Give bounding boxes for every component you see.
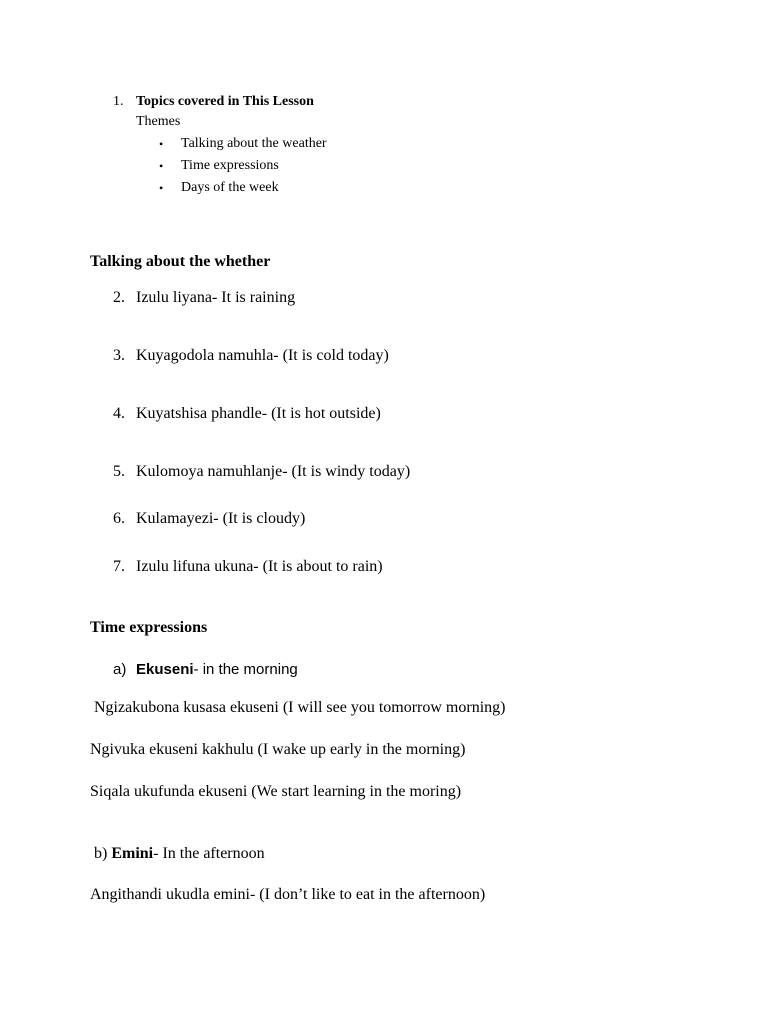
item-text xyxy=(136,558,383,576)
item-word: Kuyatshisa phandle- xyxy=(136,405,268,422)
topics-heading: Topics covered in This Lesson xyxy=(136,94,314,109)
item-text xyxy=(136,510,305,528)
weather-heading: Talking about the whether xyxy=(90,253,271,270)
item-number: 4. xyxy=(113,405,125,422)
time-heading: Time expressions xyxy=(90,619,208,636)
item-number: 2. xyxy=(113,289,125,306)
item-number: 3. xyxy=(113,347,125,364)
item-translation: (It is cloudy) xyxy=(218,510,306,527)
item-text xyxy=(136,405,381,423)
topics-subheading: Themes xyxy=(136,114,181,129)
item-text xyxy=(136,463,410,481)
topic-item: Talking about the weather xyxy=(181,136,327,151)
time-a-word: Ekuseni xyxy=(136,661,194,678)
time-b-label: b) xyxy=(94,845,108,862)
item-word: Izulu lifuna ukuna- xyxy=(136,558,259,575)
topic-item: Time expressions xyxy=(181,158,279,173)
bullet-icon: • xyxy=(159,137,164,151)
item-translation: It is raining xyxy=(217,289,296,306)
example-sentence: Angithandi ukudla emini- (I don’t like to eat in the afternoon) xyxy=(90,886,486,903)
example-sentence: Ngivuka ekuseni kakhulu (I wake up early in the morning) xyxy=(90,741,466,758)
item-text xyxy=(136,289,295,307)
time-a-label: a) xyxy=(113,661,127,678)
item-word: Kulomoya namuhlanje- xyxy=(136,463,288,480)
topic-item: Days of the week xyxy=(181,180,279,195)
item-translation: (It is hot outside) xyxy=(267,405,381,422)
item-translation: (It is cold today) xyxy=(278,347,389,364)
item-number: 5. xyxy=(113,463,125,480)
item-word: Kulamayezi- xyxy=(136,510,219,527)
time-b-line xyxy=(94,845,265,863)
item-word: Kuyagodola namuhla- xyxy=(136,347,279,364)
item-translation: (It is windy today) xyxy=(287,463,411,480)
item-number: 6. xyxy=(113,510,125,527)
example-sentence: Ngizakubona kusasa ekuseni (I will see you tomorrow morning) xyxy=(90,699,506,716)
example-sentence: Siqala ukufunda ekuseni (We start learning in the moring) xyxy=(90,783,462,800)
topics-number: 1. xyxy=(113,94,124,109)
time-b-meaning: - In the afternoon xyxy=(153,845,265,862)
bullet-icon: • xyxy=(159,181,164,195)
item-word: Izulu liyana- xyxy=(136,289,218,306)
time-a-line xyxy=(136,661,298,678)
bullet-icon: • xyxy=(159,159,164,173)
time-a-meaning: - in the morning xyxy=(193,661,298,678)
item-number: 7. xyxy=(113,558,125,575)
item-translation: (It is about to rain) xyxy=(258,558,383,575)
item-text xyxy=(136,347,389,365)
time-b-word: Emini xyxy=(111,845,154,862)
